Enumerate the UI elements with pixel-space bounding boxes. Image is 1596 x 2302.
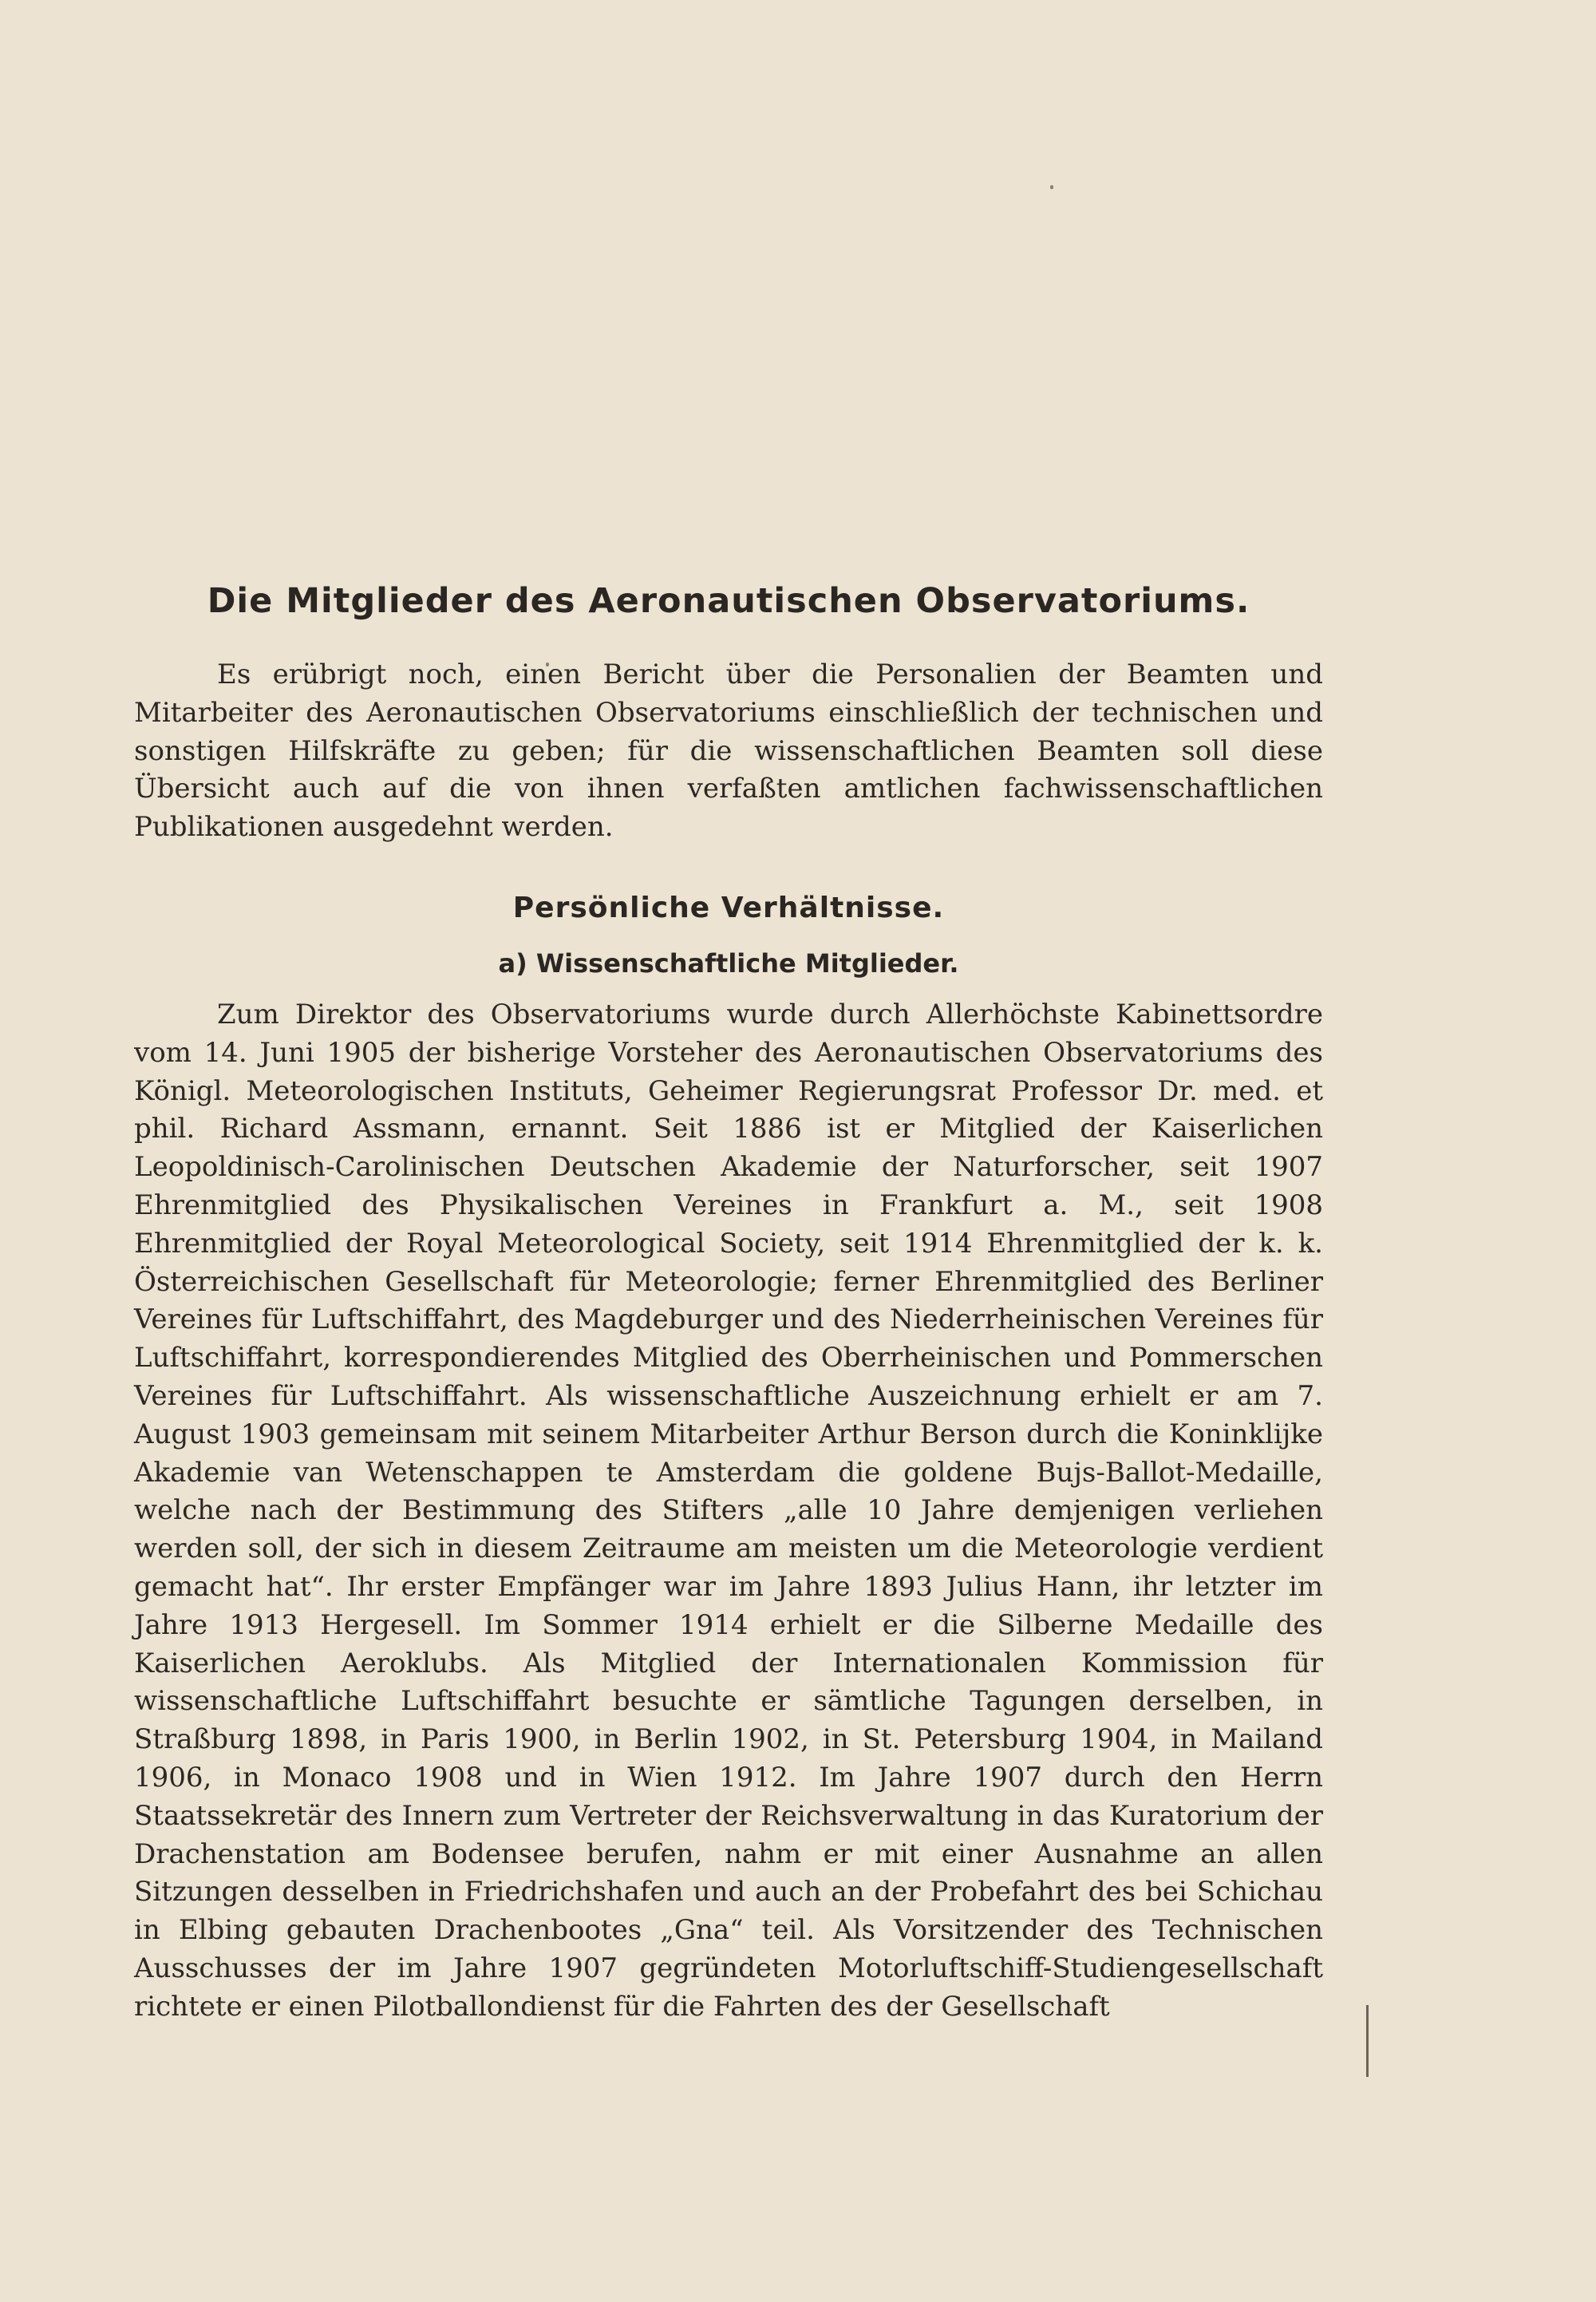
subsection-heading: a) Wissenschaftliche Mitglieder. [498, 947, 959, 979]
body-paragraph: Zum Direktor des Observatoriums wurde durch Allerhöchste Kabinettsordre vom 14. Juni 1905 der bisherige Vorsteher des Aeronautischen Observatoriums des Königl. Meteorologischen Instituts, Geheimer Regierungsrat Professor Dr. med. et phil. Richard Assmann, ernannt. Seit 1886 ist er Mitglied der Kaiserlichen Leopoldinisch-Carolinischen Deutschen Akademie der Naturforscher, seit 1907 Ehrenmitglied des Physikalischen Vereines in Frankfurt a. M., seit 1908 Ehrenmitglied der Royal Meteorological Society, seit 1914 Ehrenmitglied der k. k. Österreichischen Gesellschaft für Meteorologie; ferner Ehrenmitglied des Berliner Vereines für Luftschiffahrt, des Magdeburger und des Niederrheinischen Vereines für Luftschiffahrt, korrespondierendes Mitglied des Oberrheinischen und Pommerschen Vereines für Luftschiffahrt. Als wissenschaftliche Auszeichnung erhielt er am 7. August 1903 gemeinsam mit seinem Mitarbeiter Arthur Berson durch die Koninklijke Akademie van Wetenschappen te Amsterdam die goldene Bujs-Ballot-Medaille, welche nach der Bestimmung des Stifters „alle 10 Jahre demjenigen verliehen werden soll, der sich in diesem Zeitraume am meisten um die Meteorologie verdient gemacht hat“. Ihr erster Empfänger war im Jahre 1893 Julius Hann, ihr letzter im Jahre 1913 Hergesell. Im Sommer 1914 erhielt er die Silberne Medaille des Kaiserlichen Aeroklubs. Als Mitglied der Internationalen Kommission für wissenschaftliche Luftschiffahrt besuchte er sämtliche Tagungen derselben, in Straßburg 1898, in Paris 1900, in Berlin 1902, in St. Petersburg 1904, in Mailand 1906, in Monaco 1908 und in Wien 1912. Im Jahre 1907 durch den Herrn Staatssekretär des Innern zum Vertreter der Reichsverwaltung in das Kuratorium der Drachenstation am Bodensee berufen, nahm er mit einer Ausnahme an allen Sitzungen desselben in Friedrichshafen und auch an der Probefahrt des bei Schichau in Elbing gebauten Drachenbootes „Gna“ teil. Als Vorsitzender des Technischen Ausschusses der im Jahre 1907 gegründeten Motorluftschiff-Studiengesellschaft richtete er einen Pilotballondienst für die Fahrten des der Gesellschaft [134, 998, 1323, 2023]
page-content [134, 581, 1323, 2027]
margin-mark [1366, 2005, 1369, 2077]
section-heading: Persönliche Verhältnisse. [512, 891, 945, 924]
speck [1050, 185, 1053, 189]
page-title: Die Mitglieder des Aeronautischen Observatoriums. [207, 581, 1250, 621]
intro-paragraph: Es erübrigt noch, einen Bericht über die Personalien der Beamten und Mitarbeiter des Aeronautischen Observatoriums einschließlich der technischen und sonstigen Hilfskräfte zu geben; für die wissenschaftlichen Beamten soll diese Übersicht auch auf die von ihnen verfaßten amtlichen fachwissenschaftlichen Publikationen ausgedehnt werden. [134, 659, 1323, 844]
